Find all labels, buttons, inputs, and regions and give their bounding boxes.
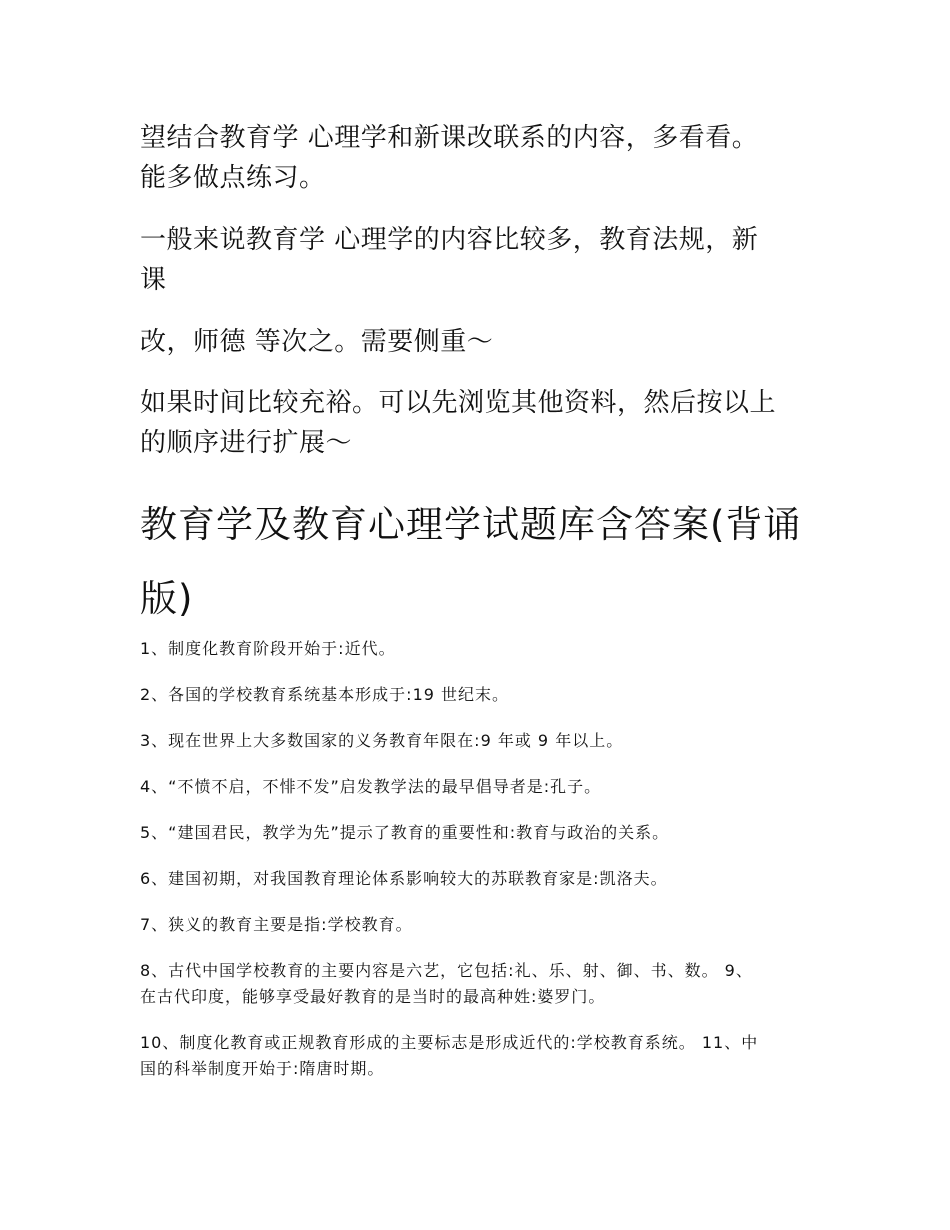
question-item: 7、狭义的教育主要是指:学校教育。 — [140, 915, 413, 934]
intro-paragraph: 一般来说教育学 心理学的内容比较多，教育法规，新 课 — [140, 225, 759, 295]
question-item: 1、制度化教育阶段开始于:近代。 — [140, 639, 396, 658]
question-item: 3、现在世界上大多数国家的义务教育年限在:9 年或 9 年以上。 — [140, 731, 624, 750]
question-list — [140, 636, 820, 1102]
question-item: 10、制度化教育或正规教育形成的主要标志是形成近代的:学校教育系统。 11、中 国的科举制度开始于:隋唐时期。 — [140, 1033, 759, 1078]
question-item: 6、建国初期，对我国教育理论体系影响较大的苏联教育家是:凯洛夫。 — [140, 869, 668, 888]
question-item: 8、古代中国学校教育的主要内容是六艺，它包括:礼、乐、射、御、书、数。 9、 在古代印度，能够享受最好教育的是当时的最高种姓:婆罗门。 — [140, 961, 753, 1006]
intro-paragraph: 望结合教育学 心理学和新课改联系的内容，多看看。 能多做点练习。 — [140, 123, 759, 193]
question-item: 4、“不愤不启，不悱不发”启发教学法的最早倡导者是:孔子。 — [140, 777, 602, 796]
intro-paragraph: 改，师德 等次之。需要侧重～ — [140, 327, 494, 357]
question-item: 5、“建国君民，教学为先”提示了教育的重要性和:教育与政治的关系。 — [140, 823, 670, 842]
document-title: 教育学及教育心理学试题库含答案(背诵版) — [140, 503, 802, 620]
intro-paragraph: 如果时间比较充裕。可以先浏览其他资料，然后按以上 的顺序进行扩展～ — [140, 388, 777, 458]
question-item: 2、各国的学校教育系统基本形成于:19 世纪末。 — [140, 685, 510, 704]
